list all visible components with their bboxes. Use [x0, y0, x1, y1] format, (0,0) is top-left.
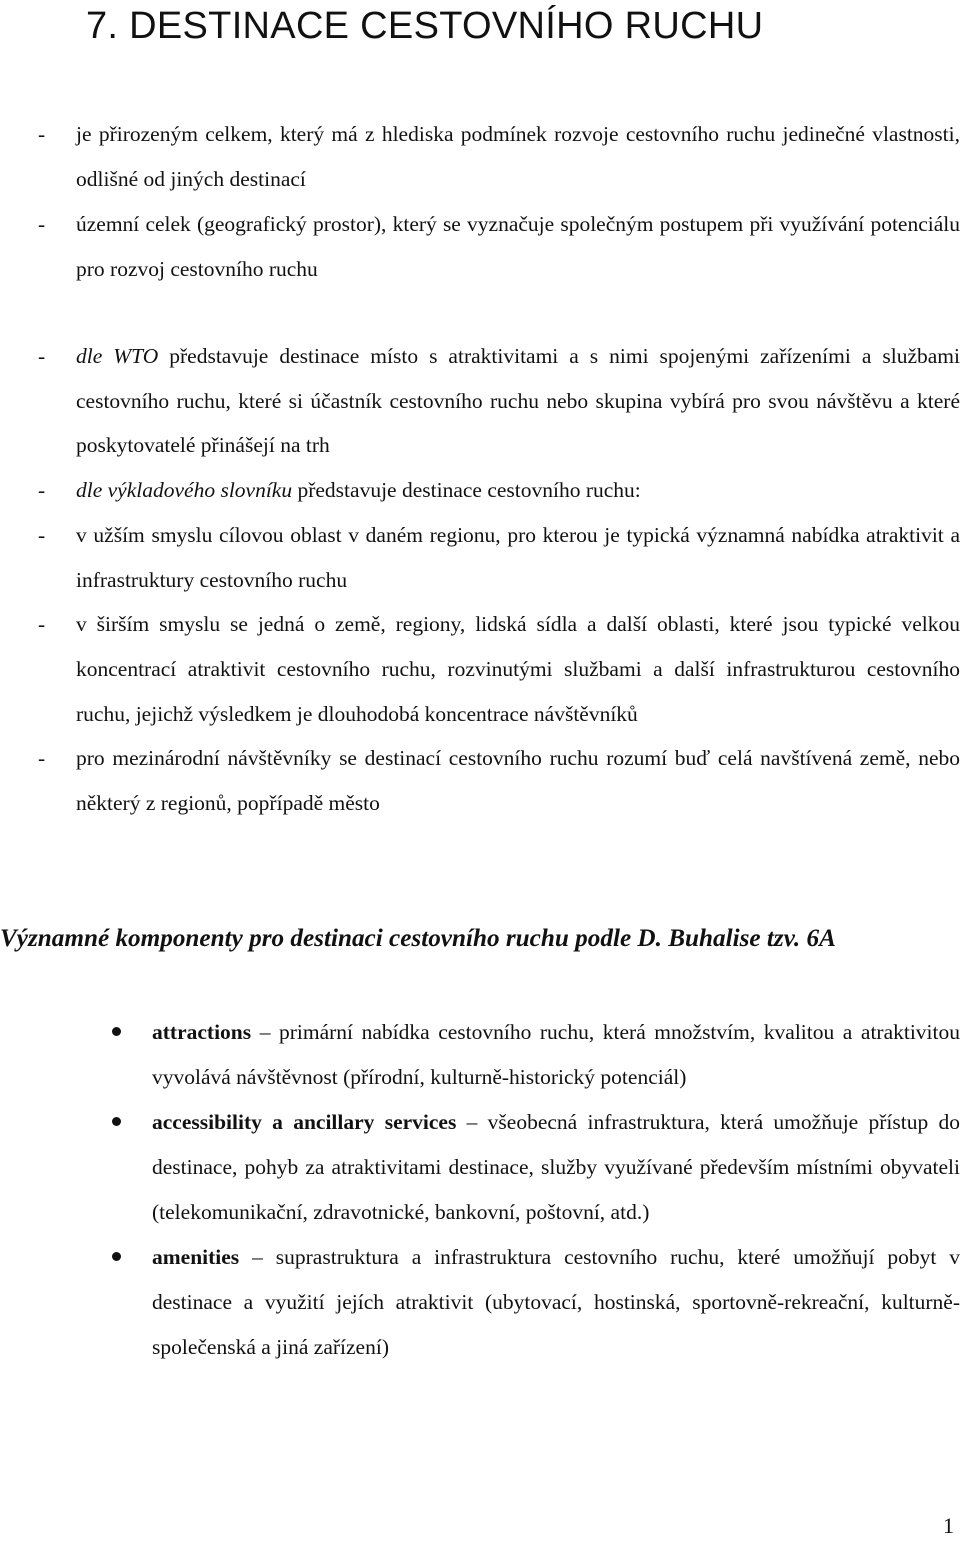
dash-marker: -	[38, 522, 46, 547]
page-number: 1	[943, 1513, 954, 1538]
list-item	[38, 112, 960, 202]
components-heading: Významné komponenty pro destinaci cestovního ruchu podle D. Buhalise tzv. 6A	[0, 925, 836, 952]
list-item-text: v širším smyslu se jedná o země, regiony, lidská sídla a další oblasti, které jsou typické velkou koncentrací atraktivit cestovního ruchu, rozvinutými službami a další infrastrukturou cestovního ruchu, jejichž výsledkem je dlouhodobá koncentrace návštěvníků	[76, 612, 960, 726]
dash-marker: -	[38, 612, 46, 637]
page-title: 7. DESTINACE CESTOVNÍHO RUCHU	[86, 5, 764, 47]
dash-marker: -	[38, 344, 46, 368]
list-item-text: územní celek (geografický prostor), který se vyznačuje společným postupem při využívání potenciálu pro rozvoj cestovního ruchu	[76, 212, 960, 281]
source-label: dle výkladového slovníku	[76, 478, 293, 503]
component-text: všeobecná infrastruktura, která umožňuje přístup do destinace, pohyb za atraktivitami destinace, služby využívané především místními obyvateli (telekomunikační, zdravotnické, bankovní, poštovní, atd.)	[152, 1110, 960, 1224]
component-text: primární nabídka cestovního ruchu, která množstvím, kvalitou a atraktivitou vyvolává návštěvnost (přírodní, kulturně-historický potenciál)	[152, 1020, 960, 1089]
bullet-icon	[112, 1117, 121, 1126]
list-item	[38, 602, 960, 736]
list-item-text: představuje destinace místo s atraktivitami a s nimi spojenými zařízeními a službami cestovního ruchu, které si účastník cestovního ruchu nebo skupina vybírá pro svou návštěvu a které poskytovatelé přinášejí na trh	[76, 344, 960, 458]
bullet-icon	[112, 1027, 121, 1036]
definition-list	[38, 334, 960, 826]
component-dash: –	[259, 1020, 271, 1044]
list-item	[38, 513, 960, 602]
list-item-text: pro mezinárodní návštěvníky se destinací cestovního ruchu rozumí buď celá navštívená země, nebo některý z regionů, popřípadě město	[76, 746, 960, 816]
component-text: suprastruktura a infrastruktura cestovního ruchu, které umožňují pobyt v destinace a využití jejích atraktivit (ubytovací, hostinská, sportovně-rekreační, kulturně-společenská a jiná zařízení)	[152, 1245, 960, 1359]
list-item	[38, 334, 960, 468]
component-term: amenities	[152, 1245, 240, 1269]
source-label: dle WTO	[76, 344, 159, 368]
list-item-text: je přirozeným celkem, který má z hlediska podmínek rozvoje cestovního ruchu jedinečné vlastnosti, odlišné od jiných destinací	[76, 122, 960, 191]
component-item	[110, 1100, 960, 1235]
intro-list	[38, 112, 960, 292]
component-item	[110, 1010, 960, 1100]
dash-marker: -	[38, 746, 46, 771]
component-term: accessibility a ancillary services	[152, 1110, 457, 1134]
bullet-icon	[112, 1252, 121, 1261]
component-dash: –	[466, 1110, 478, 1134]
list-item-text: v užším smyslu cílovou oblast v daném regionu, pro kterou je typická významná nabídka atraktivit a infrastruktury cestovního ruchu	[76, 522, 960, 592]
list-item	[38, 468, 960, 513]
list-item-text: představuje destinace cestovního ruchu:	[292, 478, 641, 503]
dash-marker: -	[38, 212, 46, 236]
dash-marker: -	[38, 122, 46, 146]
component-item	[110, 1235, 960, 1370]
component-dash: –	[252, 1245, 263, 1269]
dash-marker: -	[38, 478, 46, 503]
list-item	[38, 736, 960, 825]
components-list	[110, 1010, 960, 1370]
list-item	[38, 202, 960, 292]
component-term: attractions	[152, 1020, 252, 1044]
